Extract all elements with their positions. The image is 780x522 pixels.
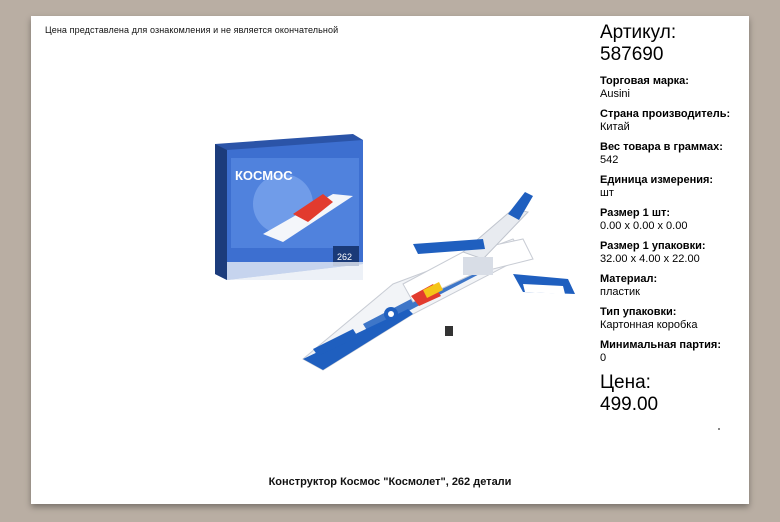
product-box-image xyxy=(215,134,363,280)
spec-weight xyxy=(600,141,750,167)
product-caption: Конструктор Космос "Космолет", 262 детали xyxy=(268,476,512,488)
sku-value: 587690 xyxy=(600,44,664,65)
spec-label: Единица измерения: xyxy=(600,174,714,186)
spec-value: Картонная коробка xyxy=(600,319,698,331)
spec-brand xyxy=(600,75,750,101)
product-image xyxy=(213,134,585,382)
sku-label: Артикул: xyxy=(600,22,677,43)
box-logo-text: КОСМОС xyxy=(235,168,293,183)
spec-country xyxy=(600,108,750,134)
spec-label: Материал: xyxy=(600,273,658,285)
spec-material xyxy=(600,273,750,299)
price-disclaimer: Цена представлена для ознакомления и не является окончательной xyxy=(45,25,339,35)
spec-value: Ausini xyxy=(600,88,630,100)
spec-value: пластик xyxy=(600,286,640,298)
spec-label: Минимальная партия: xyxy=(600,339,721,351)
spec-item-size xyxy=(600,207,750,233)
spec-value: Китай xyxy=(600,121,630,133)
price-sheet xyxy=(31,16,749,504)
spec-label: Вес товара в граммах: xyxy=(600,141,723,153)
spec-label: Торговая марка: xyxy=(600,75,689,87)
price-value: 499.00 xyxy=(600,394,659,415)
spec-value: 0 xyxy=(600,352,607,364)
spec-label: Страна производитель: xyxy=(600,108,731,120)
decorative-dot xyxy=(718,428,720,430)
spec-value: 542 xyxy=(600,154,619,166)
spec-label: Размер 1 упаковки: xyxy=(600,240,706,252)
spec-label: Тип упаковки: xyxy=(600,306,677,318)
spec-package-size xyxy=(600,240,750,266)
spec-unit xyxy=(600,174,750,200)
spec-value: шт xyxy=(600,187,614,199)
spec-label: Размер 1 шт: xyxy=(600,207,671,219)
spec-package-type xyxy=(600,306,750,332)
spec-value: 32.00 x 4.00 x 22.00 xyxy=(600,253,700,265)
box-badge: 262 xyxy=(337,252,353,262)
spec-value: 0.00 x 0.00 x 0.00 xyxy=(600,220,688,232)
product-details xyxy=(600,22,750,416)
price-label: Цена: xyxy=(600,372,651,393)
spec-min-order xyxy=(600,339,750,365)
